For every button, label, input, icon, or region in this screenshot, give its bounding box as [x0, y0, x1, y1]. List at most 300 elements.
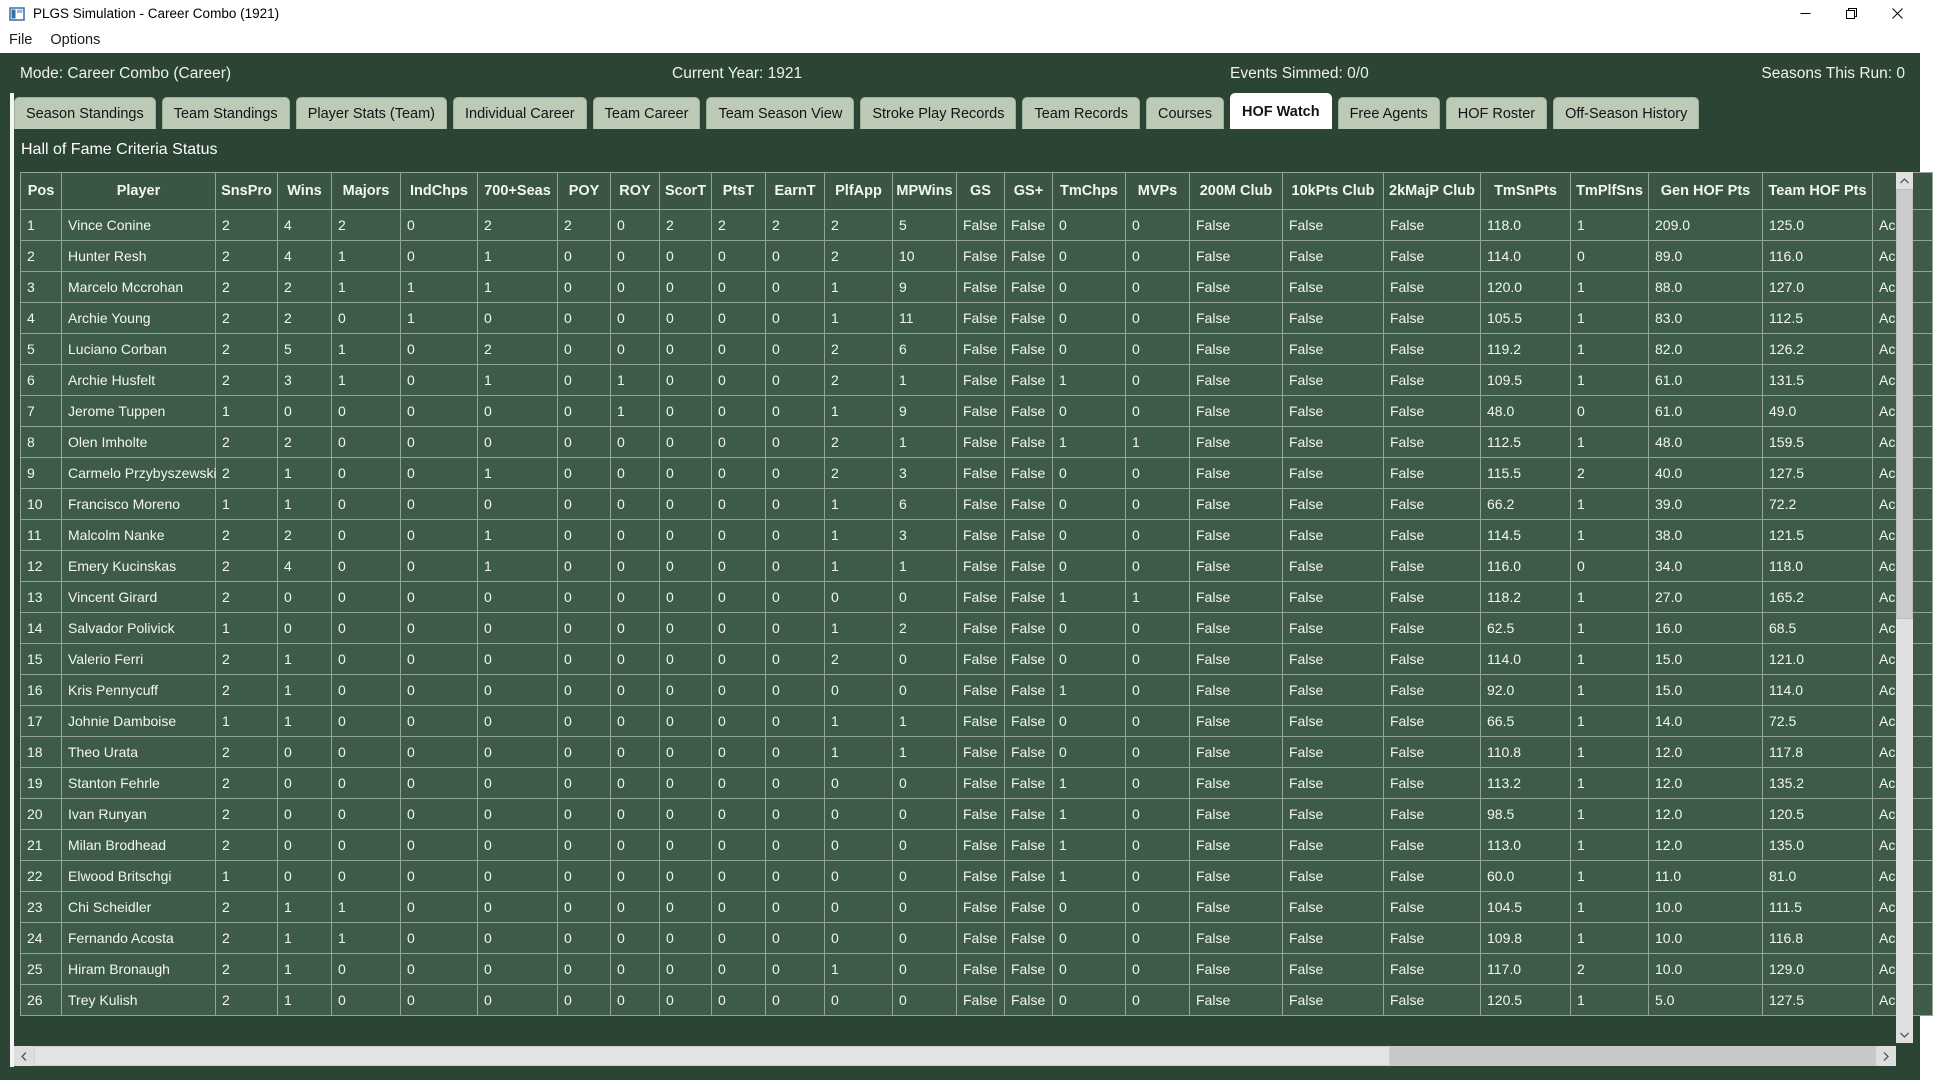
- table-cell: False: [1384, 272, 1481, 303]
- table-cell: 0: [766, 830, 825, 861]
- table-cell: 0: [766, 303, 825, 334]
- table-cell: 0: [660, 458, 712, 489]
- table-cell: False: [1283, 923, 1384, 954]
- tab-team-records[interactable]: Team Records: [1022, 97, 1139, 129]
- table-cell: 2: [216, 334, 278, 365]
- table-cell: 48.0: [1649, 427, 1763, 458]
- table-cell: False: [957, 396, 1005, 427]
- table-cell: 1: [1571, 706, 1649, 737]
- table-cell: 0: [611, 923, 660, 954]
- table-cell: 0: [478, 613, 558, 644]
- table-cell: 112.5: [1763, 303, 1873, 334]
- table-cell: 114.0: [1481, 644, 1571, 675]
- table-cell: 127.5: [1763, 985, 1873, 1016]
- table-row[interactable]: [21, 396, 1933, 427]
- table-cell: 0: [660, 737, 712, 768]
- table-cell: 9: [893, 272, 957, 303]
- table-cell: 0: [558, 799, 611, 830]
- table-cell: 0: [1126, 737, 1190, 768]
- table-cell: 0: [611, 582, 660, 613]
- table-cell: 0: [712, 303, 766, 334]
- table-cell: 0: [660, 241, 712, 272]
- table-cell: 1: [478, 241, 558, 272]
- table-cell: False: [957, 799, 1005, 830]
- table-row[interactable]: [21, 272, 1933, 303]
- tab-hof-watch[interactable]: HOF Watch: [1230, 93, 1332, 129]
- table-cell: False: [1190, 737, 1283, 768]
- table-cell: Salvador Polivick: [62, 613, 216, 644]
- table-cell: 2: [1571, 954, 1649, 985]
- table-cell: False: [1384, 737, 1481, 768]
- table-cell: 89.0: [1649, 241, 1763, 272]
- header-cell-2kmajp-club[interactable]: 2kMajP Club: [1384, 173, 1481, 210]
- table-cell: False: [1283, 737, 1384, 768]
- table-cell: 0: [611, 706, 660, 737]
- table-cell: 0: [558, 427, 611, 458]
- scrollbar-horizontal[interactable]: [14, 1046, 1896, 1066]
- header-cell-majors[interactable]: Majors: [332, 173, 401, 210]
- table-cell: 1: [278, 954, 332, 985]
- table-cell: 0: [712, 985, 766, 1016]
- header-cell-tmsnpts[interactable]: TmSnPts: [1481, 173, 1571, 210]
- scroll-up-button[interactable]: [1896, 172, 1913, 189]
- table-cell: 0: [478, 427, 558, 458]
- table-cell: 114.5: [1481, 520, 1571, 551]
- table-cell: 2: [216, 303, 278, 334]
- table-cell: 15.0: [1649, 644, 1763, 675]
- table-cell: 1: [611, 365, 660, 396]
- table-cell: 72.2: [1763, 489, 1873, 520]
- table-cell: 6: [893, 334, 957, 365]
- table-cell: 88.0: [1649, 272, 1763, 303]
- table-cell: 1: [825, 613, 893, 644]
- table-cell: False: [1005, 427, 1053, 458]
- table-cell: Ac: [1873, 923, 1933, 954]
- table-cell: False: [957, 830, 1005, 861]
- table-cell: 0: [660, 427, 712, 458]
- minimize-button[interactable]: [1782, 0, 1828, 27]
- table-row[interactable]: [21, 520, 1933, 551]
- table-cell: 1: [1053, 365, 1126, 396]
- table-cell: False: [1283, 799, 1384, 830]
- table-cell: 120.5: [1763, 799, 1873, 830]
- tab-season-standings[interactable]: Season Standings: [14, 97, 156, 129]
- table-cell: 0: [712, 427, 766, 458]
- table-row[interactable]: [21, 551, 1933, 582]
- table-row[interactable]: [21, 644, 1933, 675]
- table-cell: False: [1283, 210, 1384, 241]
- table-cell: 92.0: [1481, 675, 1571, 706]
- table-cell: Francisco Moreno: [62, 489, 216, 520]
- tab-stroke-play-records[interactable]: Stroke Play Records: [860, 97, 1016, 129]
- table-cell: False: [1190, 799, 1283, 830]
- table-cell: False: [1384, 768, 1481, 799]
- table-cell: 10: [893, 241, 957, 272]
- table-cell: 0: [1126, 768, 1190, 799]
- table-cell: 0: [766, 272, 825, 303]
- table-cell: 0: [611, 861, 660, 892]
- table-cell: Hunter Resh: [62, 241, 216, 272]
- header-cell-tmchps[interactable]: TmChps: [1053, 173, 1126, 210]
- table-cell: 0: [1053, 334, 1126, 365]
- table-cell: False: [957, 613, 1005, 644]
- table-row[interactable]: [21, 613, 1933, 644]
- hof-table: [20, 172, 1933, 1016]
- table-row[interactable]: [21, 892, 1933, 923]
- table-cell: 22: [21, 861, 62, 892]
- header-cell-pos[interactable]: Pos: [21, 173, 62, 210]
- table-cell: 0: [401, 551, 478, 582]
- table-cell: False: [1190, 675, 1283, 706]
- table-cell: 19: [21, 768, 62, 799]
- header-cell-wins[interactable]: Wins: [278, 173, 332, 210]
- table-cell: 0: [1126, 954, 1190, 985]
- table-cell: 1: [332, 892, 401, 923]
- table-cell: 0: [660, 582, 712, 613]
- table-cell: 118.0: [1481, 210, 1571, 241]
- table-row[interactable]: [21, 923, 1933, 954]
- table-cell: False: [957, 737, 1005, 768]
- table-cell: Ac: [1873, 458, 1933, 489]
- table-cell: 1: [401, 272, 478, 303]
- table-cell: False: [1283, 861, 1384, 892]
- table-cell: 0: [1053, 551, 1126, 582]
- header-cell-snspro[interactable]: SnsPro: [216, 173, 278, 210]
- table-cell: 2: [278, 427, 332, 458]
- table-cell: Kris Pennycuff: [62, 675, 216, 706]
- table-cell: Ac: [1873, 334, 1933, 365]
- table-cell: 1: [825, 396, 893, 427]
- table-cell: False: [1283, 334, 1384, 365]
- table-cell: 61.0: [1649, 396, 1763, 427]
- table-cell: 0: [712, 582, 766, 613]
- table-cell: 0: [401, 520, 478, 551]
- table-cell: 0: [712, 923, 766, 954]
- table-cell: 2: [216, 768, 278, 799]
- table-cell: Milan Brodhead: [62, 830, 216, 861]
- table-row[interactable]: [21, 830, 1933, 861]
- table-cell: 0: [478, 799, 558, 830]
- scrollbar-vertical[interactable]: [1896, 172, 1913, 1043]
- table-cell: 165.2: [1763, 582, 1873, 613]
- header-cell-scort[interactable]: ScorT: [660, 173, 712, 210]
- table-cell: 0: [1053, 923, 1126, 954]
- table-row[interactable]: [21, 954, 1933, 985]
- table-cell: 16.0: [1649, 613, 1763, 644]
- table-cell: 3: [893, 458, 957, 489]
- table-cell: 0: [893, 954, 957, 985]
- table-cell: 1: [1571, 582, 1649, 613]
- table-cell: 0: [766, 458, 825, 489]
- table-cell: 0: [825, 861, 893, 892]
- header-cell-10kpts-club[interactable]: 10kPts Club: [1283, 173, 1384, 210]
- table-cell: 1: [1571, 892, 1649, 923]
- table-cell: 0: [478, 768, 558, 799]
- table-cell: 127.0: [1763, 272, 1873, 303]
- table-cell: Stanton Fehrle: [62, 768, 216, 799]
- tab-individual-career[interactable]: Individual Career: [453, 97, 587, 129]
- table-row[interactable]: [21, 427, 1933, 458]
- table-cell: 0: [1053, 954, 1126, 985]
- table-cell: False: [1384, 923, 1481, 954]
- menu-item-file[interactable]: File: [9, 32, 33, 48]
- table-cell: False: [1005, 644, 1053, 675]
- table-cell: 0: [1053, 644, 1126, 675]
- table-cell: 0: [1126, 458, 1190, 489]
- table-cell: Malcolm Nanke: [62, 520, 216, 551]
- header-cell-plfapp[interactable]: PlfApp: [825, 173, 893, 210]
- table-row[interactable]: [21, 489, 1933, 520]
- table-cell: Archie Husfelt: [62, 365, 216, 396]
- table-cell: 0: [558, 396, 611, 427]
- table-row[interactable]: [21, 768, 1933, 799]
- table-cell: 0: [611, 489, 660, 520]
- table-cell: 2: [332, 210, 401, 241]
- table-row[interactable]: [21, 861, 1933, 892]
- table-cell: False: [1190, 644, 1283, 675]
- header-cell-mpwins[interactable]: MPWins: [893, 173, 957, 210]
- header-cell-tmplfsns[interactable]: TmPlfSns: [1571, 173, 1649, 210]
- table-cell: False: [1384, 396, 1481, 427]
- table-cell: False: [1190, 830, 1283, 861]
- table-cell: 0: [478, 675, 558, 706]
- table-cell: False: [1005, 985, 1053, 1016]
- table-cell: 1: [893, 706, 957, 737]
- table-cell: 1: [1053, 830, 1126, 861]
- restore-button[interactable]: [1828, 0, 1874, 27]
- table-cell: 0: [401, 799, 478, 830]
- table-cell: 1: [332, 365, 401, 396]
- table-cell: 0: [401, 706, 478, 737]
- table-cell: False: [1005, 830, 1053, 861]
- table-cell: 1: [278, 675, 332, 706]
- close-button[interactable]: [1874, 0, 1920, 27]
- table-cell: 0: [478, 861, 558, 892]
- table-cell: 2: [825, 458, 893, 489]
- table-cell: Ac: [1873, 489, 1933, 520]
- table-cell: Ac: [1873, 830, 1933, 861]
- table-cell: 0: [712, 737, 766, 768]
- table-cell: 72.5: [1763, 706, 1873, 737]
- table-cell: 0: [401, 241, 478, 272]
- table-cell: False: [1283, 458, 1384, 489]
- table-cell: 0: [1126, 892, 1190, 923]
- table-cell: 1: [1571, 675, 1649, 706]
- table-cell: 2: [712, 210, 766, 241]
- table-cell: 0: [660, 830, 712, 861]
- table-cell: False: [1190, 210, 1283, 241]
- table-cell: 0: [558, 768, 611, 799]
- table-cell: 7: [21, 396, 62, 427]
- table-cell: 1: [1571, 799, 1649, 830]
- table-row[interactable]: [21, 737, 1933, 768]
- table-row[interactable]: [21, 706, 1933, 737]
- header-cell-700-seas[interactable]: 700+Seas: [478, 173, 558, 210]
- table-cell: 1: [332, 272, 401, 303]
- table-cell: False: [1384, 334, 1481, 365]
- table-row[interactable]: [21, 458, 1933, 489]
- table-cell: False: [1005, 892, 1053, 923]
- table-cell: 1: [332, 923, 401, 954]
- vertical-scroll-thumb[interactable]: [1896, 189, 1913, 619]
- table-cell: 12.0: [1649, 830, 1763, 861]
- header-cell-earnt[interactable]: EarnT: [766, 173, 825, 210]
- table-cell: False: [1005, 706, 1053, 737]
- table-cell: 0: [660, 706, 712, 737]
- table-cell: 2: [825, 241, 893, 272]
- table-cell: 0: [660, 520, 712, 551]
- header-cell-200m-club[interactable]: 200M Club: [1190, 173, 1283, 210]
- seasons-this-run-label: Seasons This Run: 0: [1761, 65, 1905, 82]
- table-row[interactable]: [21, 334, 1933, 365]
- table-cell: 1: [1571, 427, 1649, 458]
- table-cell: False: [1283, 954, 1384, 985]
- table-cell: 8: [21, 427, 62, 458]
- table-cell: 0: [1571, 396, 1649, 427]
- table-cell: 105.5: [1481, 303, 1571, 334]
- header-cell-poy[interactable]: POY: [558, 173, 611, 210]
- table-cell: Johnie Damboise: [62, 706, 216, 737]
- table-cell: 0: [332, 799, 401, 830]
- table-cell: 0: [332, 396, 401, 427]
- table-cell: 0: [660, 892, 712, 923]
- table-row[interactable]: [21, 985, 1933, 1016]
- table-cell: Carmelo Przybyszewski: [62, 458, 216, 489]
- tab-hof-roster[interactable]: HOF Roster: [1446, 97, 1547, 129]
- table-cell: 1: [825, 551, 893, 582]
- table-cell: False: [957, 675, 1005, 706]
- header-cell-roy[interactable]: ROY: [611, 173, 660, 210]
- table-cell: False: [1190, 861, 1283, 892]
- table-cell: Ac: [1873, 737, 1933, 768]
- header-cell-gs[interactable]: GS+: [1005, 173, 1053, 210]
- table-cell: False: [1005, 923, 1053, 954]
- horizontal-scroll-thumb[interactable]: [34, 1046, 1390, 1066]
- table-cell: 0: [1053, 613, 1126, 644]
- tab-team-standings[interactable]: Team Standings: [162, 97, 290, 129]
- header-cell-gen-hof-pts[interactable]: Gen HOF Pts: [1649, 173, 1763, 210]
- table-cell: Ivan Runyan: [62, 799, 216, 830]
- header-cell-player[interactable]: Player: [62, 173, 216, 210]
- table-row[interactable]: [21, 365, 1933, 396]
- table-cell: 125.0: [1763, 210, 1873, 241]
- tab-team-season-view[interactable]: Team Season View: [706, 97, 854, 129]
- table-cell: 0: [478, 396, 558, 427]
- table-cell: 1: [332, 334, 401, 365]
- table-cell: 2: [216, 272, 278, 303]
- table-cell: 0: [712, 861, 766, 892]
- table-cell: False: [1190, 985, 1283, 1016]
- table-cell: 66.5: [1481, 706, 1571, 737]
- tab-off-season-history[interactable]: Off-Season History: [1553, 97, 1699, 129]
- table-cell: 0: [893, 985, 957, 1016]
- table-cell: 0: [660, 799, 712, 830]
- table-cell: False: [1190, 334, 1283, 365]
- table-cell: 2: [825, 210, 893, 241]
- tab-free-agents[interactable]: Free Agents: [1338, 97, 1440, 129]
- scroll-left-button[interactable]: [14, 1046, 34, 1066]
- table-cell: False: [1384, 210, 1481, 241]
- table-cell: 0: [401, 892, 478, 923]
- tab-player-stats-team[interactable]: Player Stats (Team): [296, 97, 447, 129]
- scroll-right-button[interactable]: [1876, 1046, 1896, 1066]
- table-cell: 10: [21, 489, 62, 520]
- table-cell: False: [1005, 365, 1053, 396]
- table-cell: False: [957, 303, 1005, 334]
- table-cell: 0: [1126, 644, 1190, 675]
- table-cell: 1: [1571, 334, 1649, 365]
- table-cell: False: [1190, 768, 1283, 799]
- table-cell: 0: [1126, 520, 1190, 551]
- table-cell: False: [1005, 489, 1053, 520]
- header-cell-gs[interactable]: GS: [957, 173, 1005, 210]
- table-cell: Theo Urata: [62, 737, 216, 768]
- table-cell: 1: [893, 365, 957, 396]
- events-simmed-label: Events Simmed: 0/0: [1230, 65, 1369, 82]
- table-cell: False: [957, 210, 1005, 241]
- table-cell: 15.0: [1649, 675, 1763, 706]
- table-row[interactable]: [21, 675, 1933, 706]
- table-row[interactable]: [21, 799, 1933, 830]
- table-cell: 12.0: [1649, 768, 1763, 799]
- table-cell: 0: [660, 365, 712, 396]
- table-cell: 1: [278, 985, 332, 1016]
- header-cell-team-hof-pts[interactable]: Team HOF Pts: [1763, 173, 1873, 210]
- table-cell: 10.0: [1649, 954, 1763, 985]
- table-cell: 17: [21, 706, 62, 737]
- table-cell: 2: [216, 892, 278, 923]
- table-cell: 0: [660, 954, 712, 985]
- table-row[interactable]: [21, 241, 1933, 272]
- table-row[interactable]: [21, 303, 1933, 334]
- tab-team-career[interactable]: Team Career: [593, 97, 701, 129]
- table-cell: 0: [611, 272, 660, 303]
- table-cell: 0: [766, 489, 825, 520]
- table-cell: 12.0: [1649, 737, 1763, 768]
- table-cell: 12: [21, 551, 62, 582]
- table-cell: 0: [766, 365, 825, 396]
- table-cell: 5: [278, 334, 332, 365]
- table-cell: 0: [893, 799, 957, 830]
- table-cell: 0: [478, 706, 558, 737]
- tab-courses[interactable]: Courses: [1146, 97, 1224, 129]
- table-cell: Ac: [1873, 210, 1933, 241]
- header-cell-mvps[interactable]: MVPs: [1126, 173, 1190, 210]
- table-cell: False: [1283, 551, 1384, 582]
- table-cell: 0: [478, 923, 558, 954]
- table-cell: False: [1005, 241, 1053, 272]
- table-cell: 24: [21, 923, 62, 954]
- table-cell: False: [1384, 551, 1481, 582]
- table-row[interactable]: [21, 210, 1933, 241]
- menu-item-options[interactable]: Options: [50, 32, 101, 48]
- table-cell: 1: [332, 241, 401, 272]
- header-cell-indchps[interactable]: IndChps: [401, 173, 478, 210]
- table-cell: 1: [611, 396, 660, 427]
- table-cell: 0: [712, 799, 766, 830]
- table-cell: 0: [766, 427, 825, 458]
- table-cell: False: [1384, 365, 1481, 396]
- header-cell-ptst[interactable]: PtsT: [712, 173, 766, 210]
- table-cell: 0: [278, 396, 332, 427]
- table-cell: False: [957, 861, 1005, 892]
- scroll-down-button[interactable]: [1896, 1026, 1913, 1043]
- table-cell: Olen Imholte: [62, 427, 216, 458]
- table-cell: 1: [1571, 768, 1649, 799]
- table-cell: 0: [766, 241, 825, 272]
- table-row[interactable]: [21, 582, 1933, 613]
- table-cell: 2: [766, 210, 825, 241]
